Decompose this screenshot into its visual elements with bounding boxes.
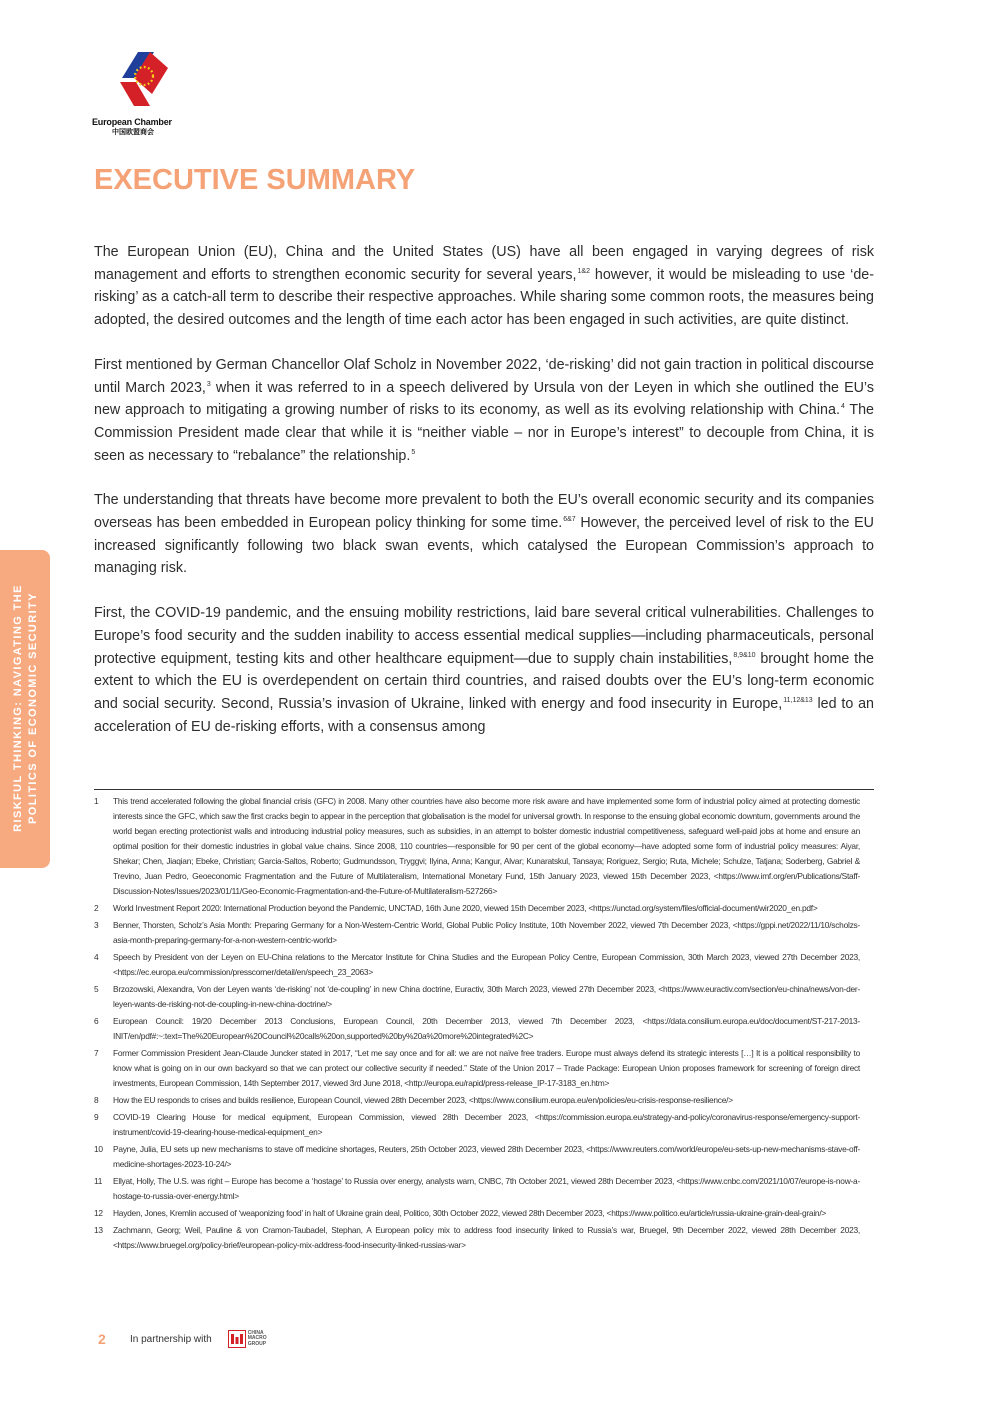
side-section-title — [11, 558, 41, 858]
footnote-text: This trend accelerated following the global financial crisis (GFC) in 2008. Many other countries have also become more risk aware and have implemented some form of industrial policy aimed at protecting domestic interests since the GFC, which saw the first cracks begin to appear in the perception that globalisation is the model for universal growth. In response to the ensuing global economic downturn, governments around the world began erecting protectionist walls and introducing industrial policy measures, such as subsidies, in an attempt to bolster domestic industrial competitiveness, safeguard well-paid jobs at home and ensure an optimal position for their domestic industries in global value chains. Since 2008, 110 countries—responsible for 90 per cent of the global economy—have adopted some form of industrial policy measures: Aiyar, Shekar; Chen, Jiaqian; Ebeke, Christian; Garcia-Saltos, Roberto; Gudmundsson, Tryggvi; Ilyina, Anna; Kangur, Alvar; Kunaratskul, Tansaya; Roriguez, Sergio; Ruta, Michele; Schulze, Tatjana; Soderberg, Gabriel & Trevino, Juan Pedro, Geoeconomic Fragmentation and the Future of Multilateralism, International Monetary Fund, 15th January 2023, viewed 15th December 2023, <https://www.imf.org/en/Publications/Staff-Discussion-Notes/Issues/2023/01/11/Geo-Economic-Fragmentation-and-the-Future-of-Multilateralism-527266> — [113, 796, 860, 896]
footnote-divider — [94, 789, 874, 790]
partner-text: In partnership with — [130, 1333, 212, 1345]
footnote-text: Benner, Thorsten, Scholz’s Asia Month: Preparing Germany for a Non-Western-Centric World, Global Public Policy Institute, 10th November 2022, viewed 7th December 2023, <https://gppi.net/2022/11/10/scholzs-asia-month-preparing-germany-for-a-non-western-centric-world> — [113, 920, 860, 945]
footnote-number: 9 — [94, 1112, 99, 1122]
side-title-line-2: POLITICS OF ECONOMIC SECURITY — [27, 592, 39, 824]
logo-name: European Chamber — [92, 117, 172, 127]
paragraph-text: First mentioned by German Chancellor Olaf Scholz in November 2022, ‘de-risking’ did not gain traction in political discourse until March 2023, — [94, 356, 874, 396]
footnote-number: 11 — [94, 1176, 103, 1186]
paragraph-text: led to an acceleration of EU de-risking efforts, with a consensus among — [94, 695, 875, 735]
footnote-number: 6 — [94, 1016, 99, 1026]
footnote-item — [94, 1093, 860, 1108]
footnote-number: 5 — [94, 984, 99, 994]
paragraph-text: The Commission President made clear that while it is “neither viable – nor in Europe’s interest” to decouple from China, it is seen as necessary to “rebalance” the relationship. — [94, 402, 874, 464]
footnote-item — [94, 1223, 860, 1253]
footnote-reference[interactable]: 6&7 — [563, 516, 576, 524]
footnote-number: 3 — [94, 920, 99, 930]
footnote-item — [94, 901, 860, 916]
footnote-item — [94, 1174, 860, 1204]
body-paragraph — [94, 354, 874, 468]
footnote-reference[interactable]: 4 — [840, 403, 845, 411]
body-paragraph — [94, 602, 874, 738]
footnote-item — [94, 1014, 860, 1044]
footnote-item — [94, 1046, 860, 1091]
footnotes — [94, 794, 860, 1253]
footnote-item — [94, 1142, 860, 1172]
footnote-reference[interactable]: 8,9&10 — [733, 651, 756, 659]
paragraph-text: when it was referred to in a speech delivered by Ursula von der Leyen in which she outlined the EU’s new approach to mitigating a growing number of risks to its economy, as well as its evolving relationship with China. — [94, 379, 874, 419]
partner-logo-text: CHINA MACRO GROUP — [247, 1329, 267, 1347]
china-macro-group-logo — [228, 1330, 270, 1348]
footnote-number: 1 — [94, 796, 99, 806]
footnote-item — [94, 794, 860, 899]
footnote-number: 10 — [94, 1144, 103, 1154]
footnote-number: 7 — [94, 1048, 99, 1058]
footnote-reference[interactable]: 3 — [206, 380, 211, 388]
footnote-text: Former Commission President Jean-Claude Juncker stated in 2017, “Let me say once and for all: we are not naïve free traders. Europe must always defend its strategic interests […] It is a political responsibility to know what is going on in our own backyard so that we can protect our collective security if needed.” State of the Union 2017 – Trade Package: European Union proposes framework for screening of foreign direct investments, European Commission, 14th September 2017, viewed 3rd June 2018, <http://europa.eu/rapid/press-release_IP-17-3183_en.htm> — [113, 1048, 860, 1088]
european-chamber-logo — [92, 48, 184, 137]
footnote-item — [94, 950, 860, 980]
footnote-text: Ellyat, Holly, The U.S. was right – Europe has become a ‘hostage’ to Russia over energy, analysts warn, CNBC, 7th October 2021, viewed 28th December 2023, <https://www.cnbc.com/2021/10/07/europe-is-now-a-hostage-to-russia-over-energy.html> — [113, 1176, 860, 1201]
footnote-reference[interactable]: 5 — [411, 448, 416, 456]
footnote-number: 8 — [94, 1095, 99, 1105]
body-text — [94, 241, 874, 760]
paragraph-text: however, it would be misleading to use ‘de-risking’ as a catch-all term to describe their respective approaches. While sharing some common roots, the measures being adopted, the desired outcomes and the length of time each actor has been engaged in such activities, are quite distinct. — [94, 266, 874, 329]
footnote-text: Payne, Julia, EU sets up new mechanisms to stave off medicine shortages, Reuters, 25th October 2023, viewed 28th December 2023, <https://www.reuters.com/world/europe/eu-sets-up-new-mechanisms-stave-off-medicine-shortages-2023-10-24/> — [113, 1144, 860, 1169]
footnote-number: 4 — [94, 952, 99, 962]
page-title: EXECUTIVE SUMMARY — [94, 164, 416, 196]
european-chamber-emblem-icon — [92, 48, 182, 110]
footnote-text: Zachmann, Georg; Weil, Pauline & von Cramon-Taubadel, Stephan, A European policy mix to address food insecurity linked to Russia’s war, Bruegel, 9th December 2022, viewed 28th December 2023, <https://www.bruegel.org/policy-brief/european-policy-mix-address-food-insecurity-linked-russias-war> — [113, 1225, 860, 1250]
paragraph-text: brought home the extent to which the EU is overdependent on certain third countries, and raised doubts over the EU’s long-term economic and social security. Second, Russia’s invasion of Ukraine, linked with energy and food insecurity in Europe, — [94, 650, 875, 712]
body-paragraph — [94, 241, 874, 332]
footnote-text: Speech by President von der Leyen on EU-China relations to the Mercator Institute for China Studies and the European Policy Centre, European Commission, 30th March 2023, viewed 27th December 2023, <https://ec.europa.eu/commission/presscorner/detail/en/speech_23_2063> — [113, 952, 860, 977]
footnote-item — [94, 982, 860, 1012]
footnote-number: 13 — [94, 1225, 103, 1235]
footnote-text: How the EU responds to crises and builds resilience, European Council, viewed 28th December 2023, <https://www.consilium.europa.eu/en/policies/eu-crisis-response-resilience/> — [113, 1095, 733, 1105]
china-macro-group-icon — [228, 1330, 246, 1348]
footnote-reference[interactable]: 1&2 — [577, 267, 590, 275]
footnote-number: 2 — [94, 903, 99, 913]
footnote-text: Brzozowski, Alexandra, Von der Leyen wants ‘de-risking’ not ‘de-coupling’ in new China doctrine, Euractiv, 30th March 2023, viewed 27th December 2023, <https://www.euractiv.com/section/eu-china/news/von-der-leyen-wants-de-risking-not-de-coupling-in-new-china-doctrine/> — [113, 984, 860, 1009]
page-footer — [98, 1330, 270, 1348]
paragraph-text: The European Union (EU), China and the United States (US) have all been engaged in varying degrees of risk management and efforts to strengthen economic security for several years, — [94, 244, 874, 283]
footnote-text: World Investment Report 2020: International Production beyond the Pandemic, UNCTAD, 16th June 2020, viewed 15th December 2023, <https://unctad.org/system/files/official-document/wir2020_en.pdf> — [113, 903, 818, 913]
body-paragraph — [94, 489, 874, 580]
footnote-reference[interactable]: 11,12&13 — [783, 697, 813, 705]
footnote-text: European Council: 19/20 December 2013 Conclusions, European Council, 20th December 2013, viewed 7th December 2023, <https://data.consilium.europa.eu/doc/document/ST-217-2013-INIT/en/pdf#:~:text=The%20European%20Council%20calls%20on,supported%20by%20a%20more%20integrated%2C> — [113, 1016, 860, 1041]
paragraph-text: However, the perceived level of risk to the EU increased significantly following two black swan events, which catalysed the European Commission’s approach to managing risk. — [94, 515, 874, 577]
paragraph-text: First, the COVID-19 pandemic, and the ensuing mobility restrictions, laid bare several critical vulnerabilities. Challenges to Europe’s food security and the sudden inability to access essential medical supplies—including pharmaceuticals, personal protective equipment, testing kits and other healthcare equipment—due to supply chain instabilities, — [94, 605, 874, 667]
footnote-text: COVID-19 Clearing House for medical equipment, European Commission, viewed 28th December 2023, <https://commission.europa.eu/strategy-and-policy/coronavirus-response/emergency-support-instrument/covid-19-clearing-house-medical-equipment_en> — [113, 1112, 860, 1137]
logo-chinese-name: 中国欧盟商会 — [112, 129, 154, 136]
side-title-line-1: RISKFUL THINKING: NAVIGATING THE — [12, 584, 24, 832]
page-number: 2 — [98, 1331, 106, 1347]
footnote-text: Hayden, Jones, Kremlin accused of ‘weaponizing food’ in halt of Ukraine grain deal, Politico, 30th October 2022, viewed 28th December 2023, <https://www.politico.eu/article/russia-ukraine-grain-deal-grain/> — [113, 1208, 827, 1218]
footnote-number: 12 — [94, 1208, 103, 1218]
footnote-item — [94, 1206, 860, 1221]
footnote-item — [94, 1110, 860, 1140]
footnote-item — [94, 918, 860, 948]
paragraph-text: The understanding that threats have become more prevalent to both the EU’s overall economic security and its companies overseas has been embedded in European policy thinking for some time. — [94, 492, 874, 532]
